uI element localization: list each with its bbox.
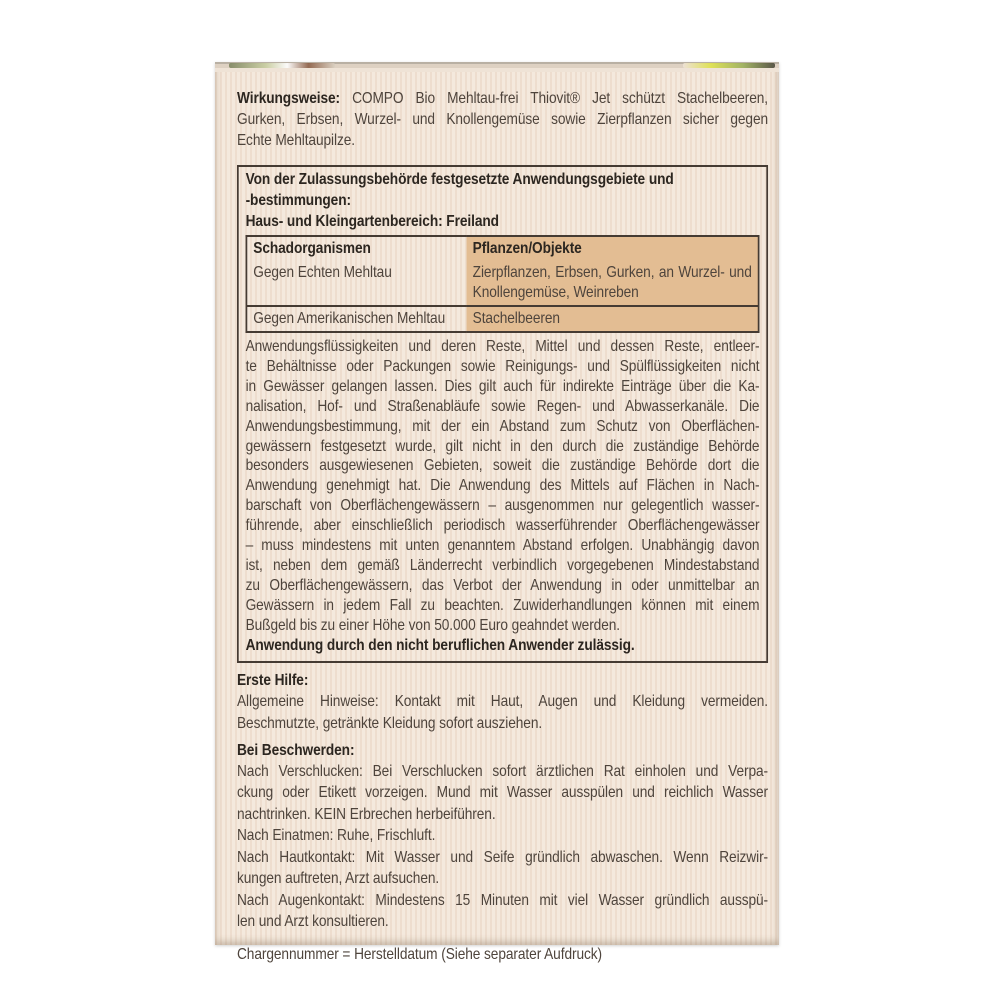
heading-line: Von der Zulassungsbehörde festgesetzte Anwendungsgebiete und xyxy=(245,171,674,188)
text-line: Bußgeld bis zu einer Höhe von 50.000 Euro geahndet werden. xyxy=(245,616,621,634)
plants-cell: Zierpflanzen, Erbsen, Gurken, an Wurzel- und Knollengemüse, Weinreben xyxy=(467,261,759,306)
mode-of-action-paragraph xyxy=(237,88,768,151)
text-line: Echte Mehltaupilze. xyxy=(237,132,355,149)
text-line: – muss mindestens mit unten genanntem Abstand erfolgen. Unabhängig davon xyxy=(245,537,760,555)
text-line: te Behältnisse oder Packungen sowie Reinigungs- und Spülflüssigkeiten nicht xyxy=(245,357,760,375)
text-line: in Gewässer gelangen lassen. Dies gilt auch für indirekte Einträge über die Ka- xyxy=(245,377,760,395)
batch-number-note: Chargennummer = Herstelldatum (Siehe separater Aufdruck) xyxy=(237,945,603,963)
mode-of-action-label: Wirkungsweise: xyxy=(237,90,341,107)
text-line: barschaft von Oberflächengewässern – ausgenommen nur gelegentlich wasser- xyxy=(245,497,760,515)
label-content xyxy=(215,72,779,965)
text-line: Beschmutzte, getränkte Kleidung sofort ausziehen. xyxy=(237,714,543,732)
text-line: Nach Augenkontakt: Mindestens 15 Minuten mit viel Wasser gründlich ausspü- xyxy=(237,891,769,909)
text-line: nalisation, Hof- und Straßenabläufe sowie Regen- und Abwasserkanäle. Die xyxy=(245,397,760,415)
plants-cell: Stachelbeeren xyxy=(467,306,759,332)
approved-uses-box xyxy=(237,165,768,663)
heading-line: -bestimmungen: xyxy=(245,192,351,209)
text-line: besonders ausgewiesenen Gebieten, soweit die zuständige Behörde dort die xyxy=(245,457,760,475)
plants-column-header: Pflanzen/Objekte xyxy=(467,236,759,261)
first-aid-heading: Erste Hilfe: xyxy=(237,671,309,689)
product-box-back-panel xyxy=(215,62,779,963)
after-skin-contact-paragraph xyxy=(237,847,768,890)
pest-cell: Gegen Amerikanischen Mehltau xyxy=(253,310,446,327)
text-line: ist, neben dem gemäß Länderrecht verbindlich vorgegebenen Mindestabstand xyxy=(245,556,760,574)
text-line: Anwendungsflüssigkeiten und deren Reste, Mittel und dessen Reste, entleer- xyxy=(245,338,760,355)
text-line: Gewässern in jedem Fall zu beachten. Zuwiderhandlungen können mit einem xyxy=(245,596,760,614)
text-line xyxy=(237,88,768,109)
text-line: Anwendungsbestimmung, mit der ein Abstand zum Schutz von Oberflächen- xyxy=(245,417,760,435)
text-line: Allgemeine Hinweise: Kontakt mit Haut, Augen und Kleidung vermeiden. xyxy=(237,692,769,710)
text-line: Nach Verschlucken: Bei Verschlucken sofort ärztlichen Rat einholen und Verpa- xyxy=(237,762,769,780)
approved-uses-heading xyxy=(246,169,760,232)
after-eye-contact-paragraph xyxy=(237,890,768,933)
text-line: ckung oder Etikett vorzeigen. Mund mit Wasser ausspülen und reichlich Wasser xyxy=(237,784,769,802)
water-protection-paragraph xyxy=(246,337,760,636)
complaints-section xyxy=(237,740,768,933)
nonprofessional-use-line: Anwendung durch den nicht beruflichen Anwender zulässig. xyxy=(245,636,635,654)
top-flap-print-hint-left xyxy=(229,63,335,68)
pest-table-row xyxy=(246,261,758,306)
pest-cell: Gegen Echten Mehltau xyxy=(253,264,392,281)
text-line: zu Oberflächengewässern, das Verbot der Anwendung in oder unmittelbar an xyxy=(245,576,760,594)
mode-of-action-text: COMPO Bio Mehltau-frei Thiovit® Jet schützt Stachelbeeren, xyxy=(340,90,769,107)
pest-table-row xyxy=(246,306,758,332)
first-aid-section xyxy=(237,670,768,735)
text-line: Nach Hautkontakt: Mit Wasser und Seife gründlich abwaschen. Wenn Reizwir- xyxy=(237,848,769,866)
after-inhalation-paragraph xyxy=(237,825,768,847)
text-line: gewässern festgesetzt wurde, gilt nicht in den durch die zuständige Behörde xyxy=(245,437,760,455)
first-aid-general-paragraph xyxy=(237,691,768,735)
after-swallowing-paragraph xyxy=(237,761,768,826)
garden-area-subheading: Haus- und Kleingartenbereich: Freiland xyxy=(245,213,499,230)
box-top-flap-edge xyxy=(215,62,779,72)
text-line: nachtrinken. KEIN Erbrechen herbeiführen. xyxy=(237,805,496,823)
pest-table-header-row xyxy=(246,236,758,261)
text-line: len und Arzt konsultieren. xyxy=(237,913,389,931)
complaints-heading: Bei Beschwerden: xyxy=(237,741,355,759)
text-line: Anwendung genehmigt hat. Die Anwendung des Mittels auf Flächen in Nach- xyxy=(245,477,760,495)
pest-table xyxy=(246,235,760,333)
text-line: Nach Einatmen: Ruhe, Frischluft. xyxy=(237,827,436,845)
pest-column-header: Schadorganismen xyxy=(253,240,371,257)
text-line: führende, aber einschließlich periodisch wasserführender Oberflächengewässer xyxy=(245,517,760,535)
mode-of-action-continued xyxy=(237,109,768,151)
top-flap-print-hint-right xyxy=(683,63,775,68)
text-line: kungen auftreten, Arzt aufsuchen. xyxy=(237,870,440,888)
text-line: Gurken, Erbsen, Wurzel- und Knollengemüse sowie Zierpflanzen sicher gegen xyxy=(237,111,769,128)
